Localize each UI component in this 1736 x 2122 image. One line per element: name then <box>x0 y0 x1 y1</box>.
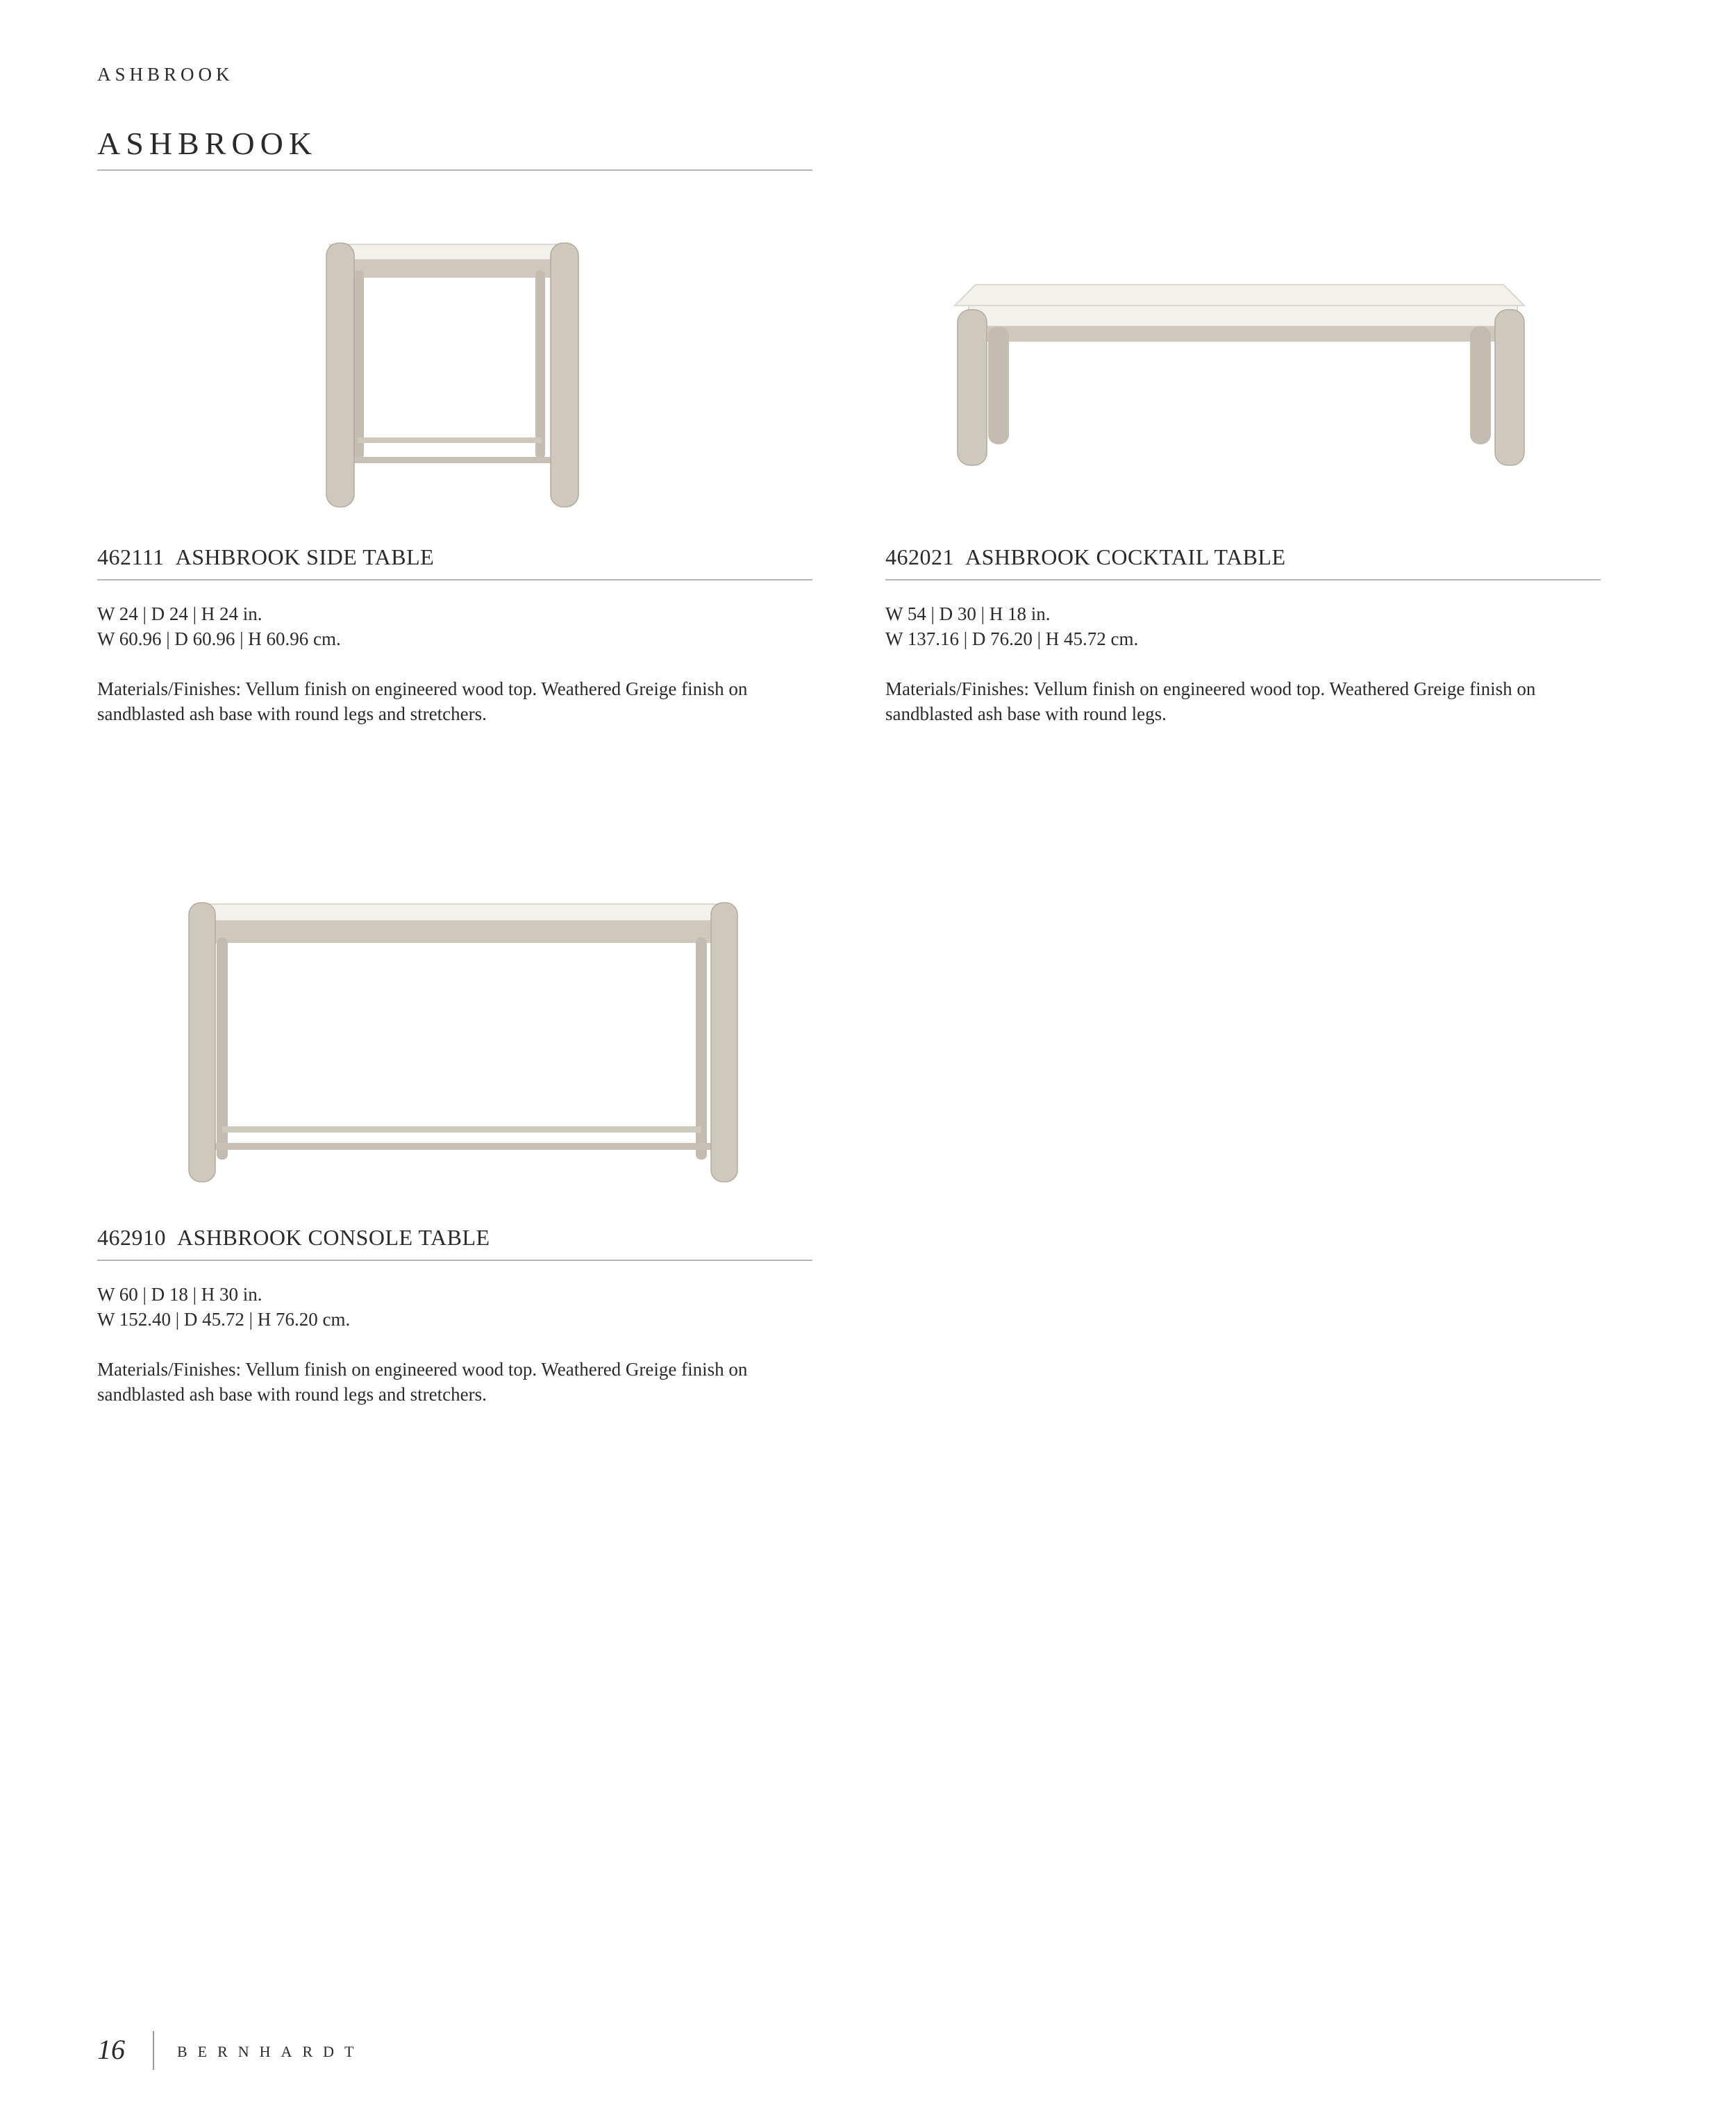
cocktail-table-dims-in: W 54 | D 30 | H 18 in. <box>885 603 1051 624</box>
console-table-rule <box>97 1260 812 1261</box>
cocktail-table-code: 462021 <box>885 544 954 569</box>
cocktail-table-dimensions <box>885 601 1138 651</box>
section-title: ASHBROOK <box>97 126 318 161</box>
brand-wordmark: BERNHARDT <box>177 2043 365 2060</box>
footer-divider <box>153 2031 154 2070</box>
cocktail-table-heading <box>885 544 1286 570</box>
side-table-image <box>97 229 812 521</box>
console-table-materials: Materials/Finishes: Vellum finish on engineered wood top. Weathered Greige finish on sandblasted ash base with round legs and stretchers. <box>97 1359 748 1405</box>
cocktail-table-materials: Materials/Finishes: Vellum finish on engineered wood top. Weathered Greige finish on sandblasted ash base with round legs. <box>885 678 1536 724</box>
console-table-dimensions <box>97 1282 350 1332</box>
console-table-code: 462910 <box>97 1225 166 1250</box>
console-table-heading <box>97 1225 490 1251</box>
side-table-materials: Materials/Finishes: Vellum finish on engineered wood top. Weathered Greige finish on sandblasted ash base with round legs and stretchers. <box>97 678 748 724</box>
console-table-image <box>97 882 812 1201</box>
console-table-dims-in: W 60 | D 18 | H 30 in. <box>97 1284 262 1305</box>
side-table-dims-cm: W 60.96 | D 60.96 | H 60.96 cm. <box>97 628 341 649</box>
side-table-heading <box>97 544 434 570</box>
cocktail-table-dims-cm: W 137.16 | D 76.20 | H 45.72 cm. <box>885 628 1139 649</box>
console-table-name: ASHBROOK CONSOLE TABLE <box>177 1225 490 1250</box>
side-table-dimensions <box>97 601 341 651</box>
page-number: 16 <box>97 2034 125 2065</box>
cocktail-table-image <box>885 229 1601 521</box>
side-table-rule <box>97 579 812 580</box>
running-head: ASHBROOK <box>97 64 234 85</box>
title-rule <box>97 169 812 171</box>
side-table-dims-in: W 24 | D 24 | H 24 in. <box>97 603 262 624</box>
cocktail-table-name: ASHBROOK COCKTAIL TABLE <box>965 544 1286 569</box>
side-table-code: 462111 <box>97 544 165 569</box>
console-table-dims-cm: W 152.40 | D 45.72 | H 76.20 cm. <box>97 1309 351 1330</box>
cocktail-table-rule <box>885 579 1601 580</box>
side-table-name: ASHBROOK SIDE TABLE <box>175 544 435 569</box>
